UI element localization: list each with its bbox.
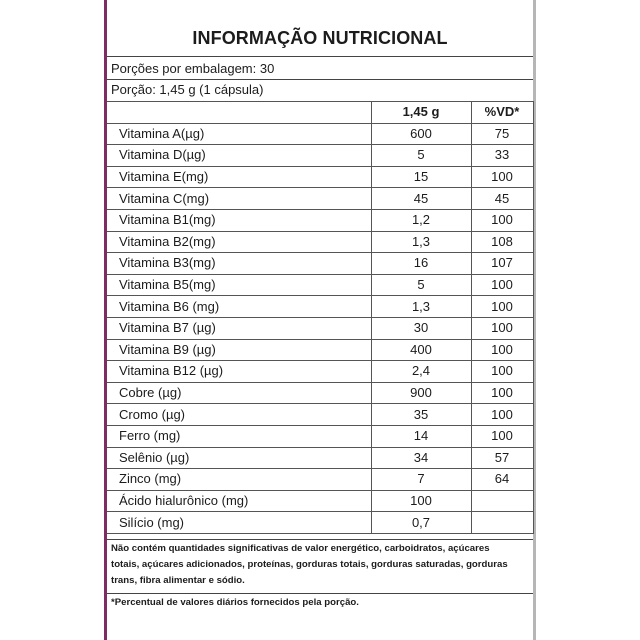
nutrient-name: Vitamina A(µg) xyxy=(107,123,371,145)
serving-amount: 34 xyxy=(371,447,471,469)
daily-value-percent: 100 xyxy=(471,296,533,318)
table-row xyxy=(107,490,533,512)
daily-value-percent: 100 xyxy=(471,404,533,426)
table-row xyxy=(107,404,533,426)
nutrient-name: Vitamina B1(mg) xyxy=(107,209,371,231)
nutrient-name: Vitamina D(µg) xyxy=(107,145,371,167)
table-row xyxy=(107,317,533,339)
nutrient-name: Ácido hialurônico (mg) xyxy=(107,490,371,512)
table-row xyxy=(107,274,533,296)
daily-value-percent: 100 xyxy=(471,317,533,339)
footnote-line: Não contém quantidades significativas de valor energético, carboidratos, açúcares xyxy=(111,543,490,554)
daily-value-percent: 107 xyxy=(471,253,533,275)
serving-amount: 16 xyxy=(371,253,471,275)
serving-amount: 1,2 xyxy=(371,209,471,231)
table-row xyxy=(107,469,533,491)
nutrient-name: Cromo (µg) xyxy=(107,404,371,426)
serving-amount: 7 xyxy=(371,469,471,491)
daily-value-percent: 100 xyxy=(471,166,533,188)
table-row xyxy=(107,188,533,210)
table-header-row xyxy=(107,102,533,124)
nutrient-name: Vitamina B5(mg) xyxy=(107,274,371,296)
serving-amount: 400 xyxy=(371,339,471,361)
table-row xyxy=(107,382,533,404)
table-row xyxy=(107,361,533,383)
daily-value-footnote: *Percentual de valores diários fornecidos pela porção. xyxy=(111,597,359,608)
table-row xyxy=(107,145,533,167)
serving-amount: 1,3 xyxy=(371,296,471,318)
serving-amount: 5 xyxy=(371,274,471,296)
daily-value-percent xyxy=(471,512,533,534)
table-row xyxy=(107,296,533,318)
nutrient-name: Vitamina E(mg) xyxy=(107,166,371,188)
nutrient-name: Cobre (µg) xyxy=(107,382,371,404)
daily-value-percent: 33 xyxy=(471,145,533,167)
daily-value-percent: 100 xyxy=(471,339,533,361)
nutrition-label xyxy=(107,0,533,640)
serving-amount: 14 xyxy=(371,425,471,447)
table-row xyxy=(107,253,533,275)
daily-value-percent xyxy=(471,490,533,512)
daily-value-percent: 100 xyxy=(471,274,533,296)
label-title: INFORMAÇÃO NUTRICIONAL xyxy=(192,28,448,48)
serving-amount: 1,3 xyxy=(371,231,471,253)
serving-amount: 15 xyxy=(371,166,471,188)
daily-value-percent: 100 xyxy=(471,382,533,404)
daily-value-percent: 108 xyxy=(471,231,533,253)
daily-value-percent: 100 xyxy=(471,361,533,383)
table-row xyxy=(107,123,533,145)
nutrient-name: Vitamina C(mg) xyxy=(107,188,371,210)
serving-amount: 35 xyxy=(371,404,471,426)
daily-value-percent: 45 xyxy=(471,188,533,210)
table-row xyxy=(107,425,533,447)
nutrient-name: Vitamina B6 (mg) xyxy=(107,296,371,318)
divider xyxy=(107,79,533,80)
divider xyxy=(107,593,533,594)
nutrition-table xyxy=(107,101,534,534)
daily-value-percent: 64 xyxy=(471,469,533,491)
serving-amount: 600 xyxy=(371,123,471,145)
daily-value-percent: 100 xyxy=(471,425,533,447)
table-row xyxy=(107,209,533,231)
serving-amount: 100 xyxy=(371,490,471,512)
table-row xyxy=(107,339,533,361)
nutrient-name: Ferro (mg) xyxy=(107,425,371,447)
table-row xyxy=(107,447,533,469)
daily-value-percent: 100 xyxy=(471,209,533,231)
serving-amount: 5 xyxy=(371,145,471,167)
serving-amount: 900 xyxy=(371,382,471,404)
nutrient-name: Vitamina B7 (µg) xyxy=(107,317,371,339)
nutrient-name: Vitamina B12 (µg) xyxy=(107,361,371,383)
daily-value-percent: 75 xyxy=(471,123,533,145)
nutrient-name: Vitamina B3(mg) xyxy=(107,253,371,275)
table-row xyxy=(107,512,533,534)
nutrient-name: Selênio (µg) xyxy=(107,447,371,469)
serving-amount: 30 xyxy=(371,317,471,339)
nutrient-name: Silício (mg) xyxy=(107,512,371,534)
table-row xyxy=(107,166,533,188)
serving-amount: 0,7 xyxy=(371,512,471,534)
serving-amount: 2,4 xyxy=(371,361,471,383)
footnote-line: totais, açúcares adicionados, proteínas, gorduras totais, gorduras saturadas, gorduras xyxy=(111,559,508,570)
header-nutrient xyxy=(107,102,371,124)
serving-amount: 45 xyxy=(371,188,471,210)
table-row xyxy=(107,231,533,253)
divider xyxy=(107,56,533,57)
serving-size: Porção: 1,45 g (1 cápsula) xyxy=(111,82,264,97)
footnote-line: trans, fibra alimentar e sódio. xyxy=(111,575,245,586)
nutrient-name: Vitamina B9 (µg) xyxy=(107,339,371,361)
nutrient-name: Zinco (mg) xyxy=(107,469,371,491)
daily-value-percent: 57 xyxy=(471,447,533,469)
divider xyxy=(107,539,533,540)
header-daily-value: %VD* xyxy=(471,102,533,124)
nutrient-name: Vitamina B2(mg) xyxy=(107,231,371,253)
header-serving-amount: 1,45 g xyxy=(371,102,471,124)
servings-per-package: Porções por embalagem: 30 xyxy=(111,61,275,76)
